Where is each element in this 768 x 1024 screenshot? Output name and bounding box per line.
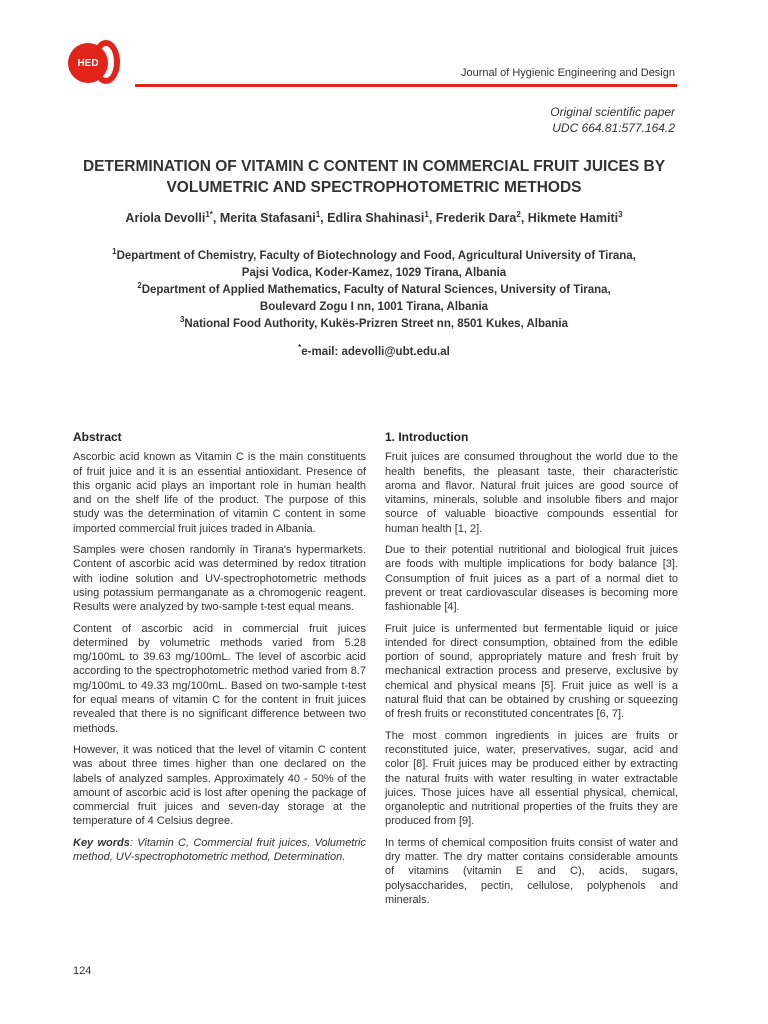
affiliation-sup: 3 xyxy=(179,315,185,325)
abstract-paragraph: Content of ascorbic acid in commercial fruit juices determined by volumetric methods varied from 5.28 mg/100mL to 39.63 mg/100mL. The level of ascorbic acid according to the spectrophotometric method varied from 8.7 mg/100mL to 49.33 mg/100mL. Based on two-sample t-test for equal means of vitamin C for the content in fruit juices revealed that there is no significant difference between two methods. xyxy=(73,622,366,735)
author: Edlira Shahinasi xyxy=(327,211,425,225)
email-text: e-mail: adevolli@ubt.edu.al xyxy=(301,346,450,358)
header-divider xyxy=(135,84,677,87)
keywords xyxy=(73,836,366,865)
affiliation-line: Pajsi Vodica, Koder-Kamez, 1029 Tirana, Albania xyxy=(241,267,507,279)
author: Hikmete Hamiti xyxy=(527,211,619,225)
author-sup: 3 xyxy=(618,209,623,219)
author-sup: 1 xyxy=(315,209,321,219)
paper-type: Original scientific paper xyxy=(550,105,675,119)
affiliation-sup: 1 xyxy=(112,247,117,257)
affiliation-line: Boulevard Zogu I nn, 1001 Tirana, Albania xyxy=(259,301,489,313)
affiliation-sup: 2 xyxy=(137,281,142,291)
author-sup: 1* xyxy=(205,209,213,219)
introduction-paragraph: In terms of chemical composition fruits consist of water and dry matter. The dry matter contains considerable amounts of vitamins (vitamin E and C), acids, sugars, polysaccharides, pectin, cellulose, polyphenols and minerals. xyxy=(385,836,678,906)
author: Merita Stafasani xyxy=(219,211,316,225)
introduction-paragraph: The most common ingredients in juices are fruits or reconstituted juice, water, preservatives, sugar, acid and color [8]. Fruit juices may be produced either by extracting the natural fruits with water resulting in water extractable juices. Those juices have all essential physical, chemical, organoleptic and nutritional properties of the fruits they are produced from [9]. xyxy=(385,729,678,828)
affiliation-text: Department of Chemistry, Faculty of Biotechnology and Food, Agricultural University of Tirana, xyxy=(116,250,636,262)
keywords-label: Key words xyxy=(73,836,130,849)
author-sup: 1 xyxy=(424,209,429,219)
affiliations xyxy=(60,248,688,333)
abstract-paragraph: Ascorbic acid known as Vitamin C is the main constituents of fruit juice and it is an essential antioxidant. Presence of this organic acid plays an important role in human health and on the shelf life of the product. The purpose of this study was the determination of vitamin C content in some imported commercial fruit juices traded in Albania. xyxy=(73,451,366,535)
introduction-paragraph: Fruit juice is unfermented but fermentable liquid or juice intended for direct consumption, obtained from the edible portion of sound, appropriately mature and fresh fruit by mechanical extraction process and preserve, exclusive by chemical and physical means [5]. Fruit juice as well is a natural fluid that can be obtained by crushing or squeezing of fresh fruits or reconstituted concentrates [6, 7]. xyxy=(385,622,678,721)
abstract-paragraph: Samples were chosen randomly in Tirana's hypermarkets. Content of ascorbic acid was determined by redox titration with iodine solution and UV-spectrophotometric methods using potassium permanganate as a chromogenic reagent. Results were analyzed by two-sample t-test equal means. xyxy=(73,544,366,614)
journal-name: Journal of Hygienic Engineering and Design xyxy=(460,67,675,79)
affiliation-text: National Food Authority, Kukës-Prizren Street nn, 8501 Kukes, Albania xyxy=(184,318,569,330)
keywords-text: : Vitamin C, Commercial fruit juices, Volumetric method, UV-spectrophotometric method, Determination. xyxy=(73,836,366,864)
author-sup: 2 xyxy=(516,209,521,219)
author: Frederik Dara xyxy=(435,211,517,225)
paper-classification xyxy=(550,104,675,136)
abstract-heading: Abstract xyxy=(73,430,122,444)
affiliation-text: Department of Applied Mathematics, Faculty of Natural Sciences, University of Tirana, xyxy=(141,284,611,296)
introduction-paragraph: Fruit juices are consumed throughout the world due to the health benefits, the pleasant taste, their characteristic aroma and flavor. Natural fruit juices are good source of vitamins, minerals, soluble and insoluble fibers and major source of valuable bioactive compounds essential for human health [1, 2]. xyxy=(385,451,678,535)
author-sep: , xyxy=(212,211,220,225)
abstract-column xyxy=(73,430,366,871)
author-sep: , xyxy=(428,211,436,225)
contact-email xyxy=(60,343,688,358)
email-sup: * xyxy=(298,343,302,353)
affiliation-line xyxy=(60,248,688,265)
affiliation-line xyxy=(60,316,688,333)
journal-logo xyxy=(68,40,128,86)
author: Ariola Devolli xyxy=(125,211,206,225)
author-list xyxy=(60,211,688,225)
introduction-column xyxy=(385,430,678,914)
logo-arc-icon xyxy=(92,40,120,84)
udc-code: UDC 664.81:577.164.2 xyxy=(552,121,675,135)
introduction-paragraph: Due to their potential nutritional and biological fruit juices are foods with multiple implications for body balance [3]. Consumption of fruit juices as a part of a normal diet to prevent or treat cardiovascular diseases is becoming more fashionable [4]. xyxy=(385,544,678,614)
introduction-heading: 1. Introduction xyxy=(385,430,469,444)
author-sep: , xyxy=(520,211,528,225)
logo-text: HED xyxy=(77,57,99,69)
affiliation-line xyxy=(60,282,688,299)
paper-title: DETERMINATION OF VITAMIN C CONTENT IN COMMERCIAL FRUIT JUICES BY VOLUMETRIC AND SPECTROPHOTOMETRIC METHODS xyxy=(82,158,666,196)
page-number: 124 xyxy=(73,965,92,977)
abstract-paragraph: However, it was noticed that the level of vitamin C content was about three times higher than one declared on the labels of analyzed samples. Approximately 40 - 50% of the amount of ascorbic acid is lost after opening the package of commercial fruit juices and seven-day storage at the temperature of 4 Celsius degree. xyxy=(73,743,366,828)
author-sep: , xyxy=(320,211,328,225)
